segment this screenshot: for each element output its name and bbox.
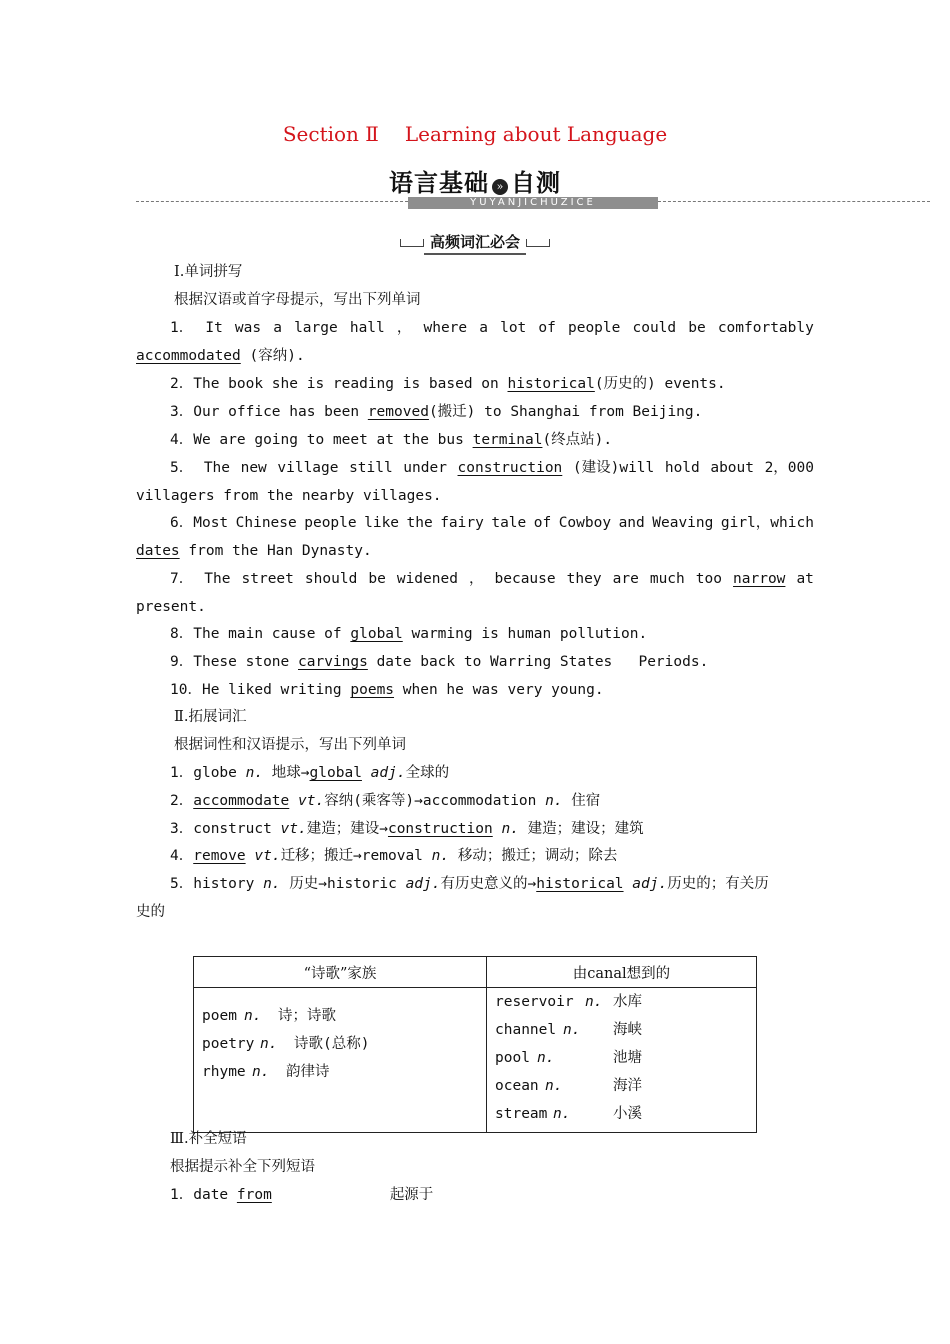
expand-4: 4．remove vt.迁移；搬迁→removal n. 移动；搬迁；调动；除去 [170,848,618,864]
subheading [0,230,950,255]
subheading-bracket-right [526,239,550,247]
answer-poems: poems [350,682,395,698]
chevron-right-icon: » [492,179,508,195]
answer-construction-noun: construction [387,821,493,837]
answer-terminal: terminal [472,432,543,448]
section-title [0,122,950,146]
part3-heading: Ⅲ.补全短语 [170,1131,247,1147]
divider-left [136,201,408,202]
table-header-poetry: “诗歌”家族 [194,957,487,988]
banner [0,163,950,198]
item-8: 8．The main cause of global warming is human pollution. [170,626,648,642]
list-item: poetryn. 诗歌(总称) [202,1036,370,1052]
item-9: 9．These stone carvings date back to Warring States Periods. [170,654,709,670]
canal-column [487,988,757,1133]
part3-instruction: 根据提示补全下列短语 [170,1159,315,1175]
item-7-line2: present. [136,599,206,615]
item-5-line1: 5． The new village still under construction (建设)will hold about 2，000 [170,460,814,476]
item-6-line2: dates from the Han Dynasty. [136,543,372,559]
expand-5-line2: 史的 [136,904,165,920]
answer-construction: construction [457,460,563,476]
part1-heading: Ⅰ.单词拼写 [174,264,243,280]
poetry-column [194,988,487,1133]
banner-right-text: 自测 [511,169,561,197]
list-item: channeln. 海峡 [495,1022,642,1038]
answer-removed: removed [367,404,429,420]
item-1-line2: accommodated (容纳). [136,348,305,364]
section-title-text: Learning about Language [404,122,668,146]
part1-instruction: 根据汉语或首字母提示，写出下列单词 [174,292,421,308]
answer-dates: dates [136,543,180,559]
expand-1: 1．globe n. 地球→global adj.全球的 [170,765,450,781]
section-title-number: Section Ⅱ [282,122,379,146]
item-3: 3．Our office has been removed(搬迁) to Shanghai from Beijing. [170,404,703,420]
item-1-line1: 1． It was a large hall ， where a lot of people could be comfortably [170,320,814,336]
answer-narrow: narrow [733,571,786,587]
list-item: pooln. 池塘 [495,1050,642,1066]
banner-left-text: 语言基础 [389,169,489,197]
answer-carvings: carvings [298,654,368,670]
expand-5: 5．history n. 历史→historic adj.有历史意义的→historical adj.历史的；有关历 [170,876,769,892]
vocab-table [193,956,757,1133]
subheading-bracket-left [400,239,424,247]
expand-2: 2．accommodate vt.容纳(乘客等)→accommodation n. 住宿 [170,793,601,809]
list-item: rhymen. 韵律诗 [202,1064,330,1080]
divider-right [658,201,930,202]
banner-pinyin: YUYANJICHUZICE [408,197,658,209]
table-header-canal: 由canal想到的 [487,957,757,988]
item-7-line1: 7． The street should be widened ， because they are much too narrow at [170,571,814,587]
answer-accommodated: accommodated [136,348,241,364]
answer-historical: historical [507,376,595,392]
answer-historical-adj: historical [536,876,624,892]
answer-accommodate: accommodate [193,793,290,809]
item-5-line2: villagers from the nearby villages. [136,488,442,504]
item-2: 2．The book she is reading is based on historical(历史的) events. [170,376,726,392]
item-10: 10．He liked writing poems when he was very young. [170,682,604,698]
list-item: oceann. 海洋 [495,1078,642,1094]
item-4: 4．We are going to meet at the bus terminal(终点站). [170,432,613,448]
answer-global: global [350,626,403,642]
part2-instruction: 根据词性和汉语提示，写出下列单词 [174,737,406,753]
list-item: poemn. 诗；诗歌 [202,1008,336,1024]
expand-3: 3．construct vt.建造；建设→construction n. 建造；建设；建筑 [170,821,644,837]
part2-heading: Ⅱ.拓展词汇 [174,709,247,725]
list-item: streamn. 小溪 [495,1106,642,1122]
answer-global-adj: global [309,765,362,781]
phrase-1: 1．date from 起源于 [170,1187,434,1203]
item-6-line1: 6．Most Chinese people like the fairy tale of Cowboy and Weaving girl，which [170,515,814,531]
answer-from: from [236,1187,272,1203]
subheading-text: 高频词汇必会 [424,230,526,255]
answer-remove: remove [193,848,246,864]
list-item: reservoirn. 水库 [495,994,642,1010]
